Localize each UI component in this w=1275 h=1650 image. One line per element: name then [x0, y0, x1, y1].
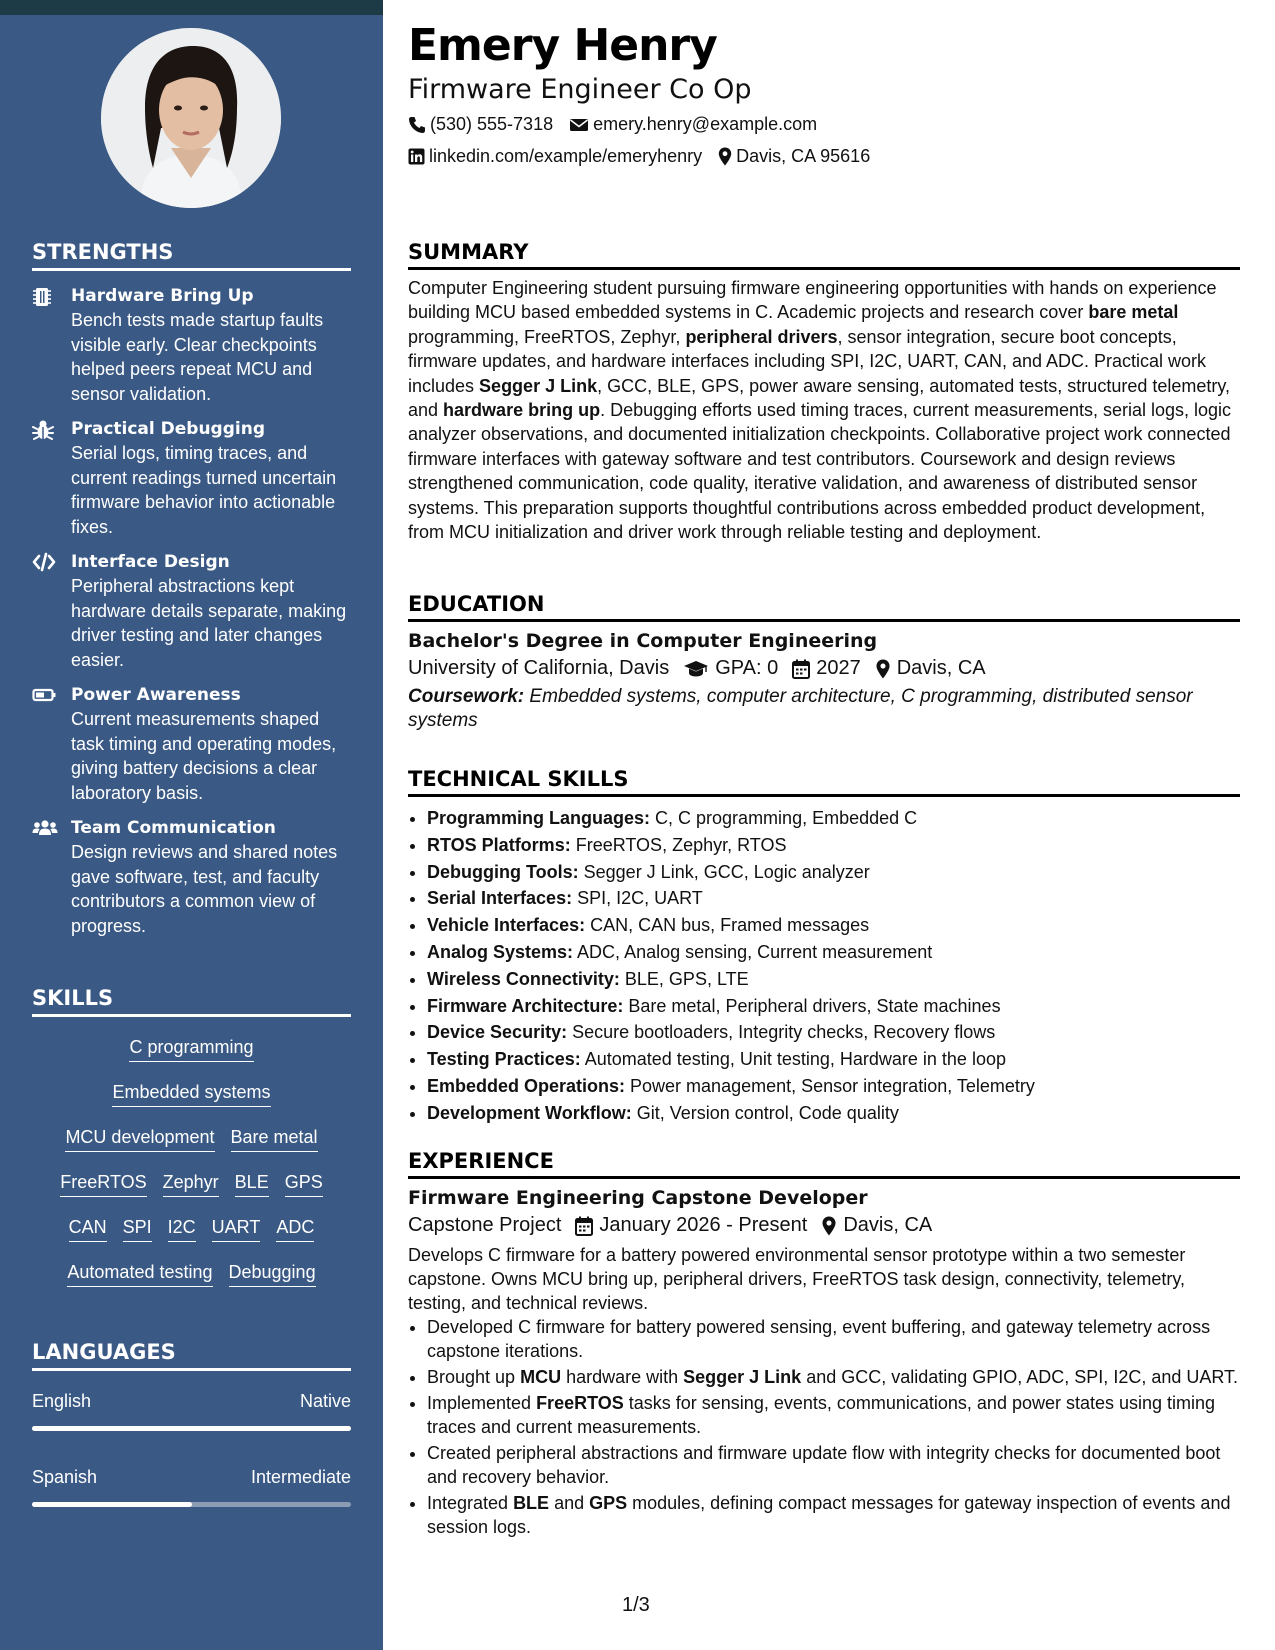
skill-tag: Automated testing [67, 1260, 212, 1287]
skill-values: ADC, Analog sensing, Current measurement [573, 941, 933, 962]
skill-values: SPI, I2C, UART [572, 888, 703, 909]
contact-line [408, 146, 886, 167]
sidebar [0, 0, 383, 1650]
languages-section [32, 1340, 351, 1507]
coursework-list: Embedded systems, computer architecture, C programming, distributed sensor systems [408, 686, 1193, 731]
text-run: Created peripheral abstractions and firmware update flow with integrity checks for documented boot and recovery behavior. [427, 1443, 1221, 1487]
coursework-label: Coursework: [408, 686, 525, 707]
summary-heading: SUMMARY [408, 240, 1240, 270]
skill-category: Development Workflow: [427, 1102, 632, 1123]
strength-description: Peripheral abstractions kept hardware details separate, making driver testing and later changes easier. [71, 576, 347, 670]
contact-line [408, 114, 833, 135]
map-pin-icon [875, 659, 891, 679]
summary-text [408, 276, 1240, 544]
location-text: Davis, CA 95616 [736, 146, 871, 166]
email-address: emery.henry@example.com [593, 114, 818, 134]
skill-tag: FreeRTOS [60, 1170, 146, 1197]
experience-org: Capstone Project [408, 1214, 562, 1236]
bold-text: Segger J Link [683, 1367, 802, 1387]
skill-tag: UART [212, 1215, 261, 1242]
language-name: Spanish [32, 1467, 98, 1487]
skill-values: Power management, Sensor integration, Telemetry [625, 1075, 1035, 1096]
experience-bullet [427, 1441, 1240, 1489]
technical-skills-list [408, 805, 1240, 1127]
experience-description: Develops C firmware for a battery powered environmental sensor prototype within a two semester capstone. Owns MCU bring up, peripheral drivers, FreeRTOS task design, connectivity, telemetry, testing, and technical reviews. [408, 1245, 1186, 1313]
skill-category: Firmware Architecture: [427, 995, 624, 1016]
language-proficiency-fill [32, 1426, 351, 1431]
degree-title: Bachelor's Degree in Computer Engineering [408, 630, 878, 652]
skill-values: BLE, GPS, LTE [619, 968, 749, 989]
experience-heading: EXPERIENCE [408, 1149, 1240, 1179]
technical-skill-item [427, 1100, 1240, 1127]
strength-item [32, 816, 351, 938]
experience-bullet [427, 1391, 1240, 1439]
memory-chip-icon [32, 286, 56, 308]
language-proficiency-fill [32, 1502, 192, 1507]
calendar-icon [575, 1216, 593, 1236]
skill-category: Programming Languages: [427, 808, 651, 828]
experience-bullet [427, 1491, 1240, 1539]
skill-values: Segger J Link, GCC, Logic analyzer [578, 861, 870, 882]
skill-tag: Embedded systems [112, 1080, 270, 1107]
graduation-year: 2027 [816, 657, 861, 679]
email-contact [569, 114, 817, 135]
skill-values: Automated testing, Unit testing, Hardware in the loop [580, 1049, 1006, 1070]
linkedin-url: linkedin.com/example/emeryhenry [429, 146, 703, 166]
education-section [408, 592, 1240, 733]
skill-category: RTOS Platforms: [427, 834, 571, 855]
technical-skill-item [427, 1046, 1240, 1073]
language-proficiency-bar [32, 1426, 351, 1431]
skill-tag: Bare metal [231, 1125, 318, 1152]
education-meta [408, 657, 1240, 680]
strength-description: Current measurements shaped task timing and operating modes, giving battery decisions a clear laboratory basis. [71, 709, 337, 803]
skill-tag: Debugging [229, 1260, 316, 1287]
technical-skills-section [408, 767, 1240, 1127]
skill-tag: ADC [276, 1215, 314, 1242]
text-run: , sensor integration, secure boot concepts, firmware updates, and hardware interfaces including SPI, I2C, UART, CAN, and ADC. Practical work includes [408, 326, 1207, 396]
language-name: English [32, 1391, 92, 1411]
page-number: 1/3 [622, 1594, 650, 1616]
strength-item [32, 683, 351, 805]
sidebar-top-bar [0, 0, 383, 15]
skill-tag: CAN [69, 1215, 107, 1242]
skill-tag: MCU development [65, 1125, 214, 1152]
skill-values: FreeRTOS, Zephyr, RTOS [570, 834, 787, 855]
text-run: Developed C firmware for battery powered sensing, event buffering, and gateway telemetry across capstone iterations. [427, 1317, 1211, 1361]
job-title: Firmware Engineer Co Op [408, 74, 752, 105]
technical-skill-item [427, 993, 1240, 1020]
profile-photo [101, 28, 281, 208]
skill-values: CAN, CAN bus, Framed messages [585, 915, 870, 936]
bug-icon [32, 419, 56, 441]
language-level: Intermediate [250, 1467, 351, 1487]
strength-title: Hardware Bring Up [71, 286, 254, 306]
text-run: Computer Engineering student pursuing firmware engineering opportunities with hands on experience building MCU based embedded systems in C. Academic projects and research cover [408, 278, 1217, 323]
strength-item [32, 417, 351, 539]
experience-dates: January 2026 - Present [599, 1214, 808, 1236]
language-level: Native [299, 1391, 351, 1411]
language-item [32, 1467, 351, 1507]
experience-bullet [427, 1365, 1240, 1389]
skill-category: Testing Practices: [427, 1049, 581, 1070]
technical-skill-item [427, 1073, 1240, 1100]
technical-skill-item [427, 939, 1240, 966]
users-icon [32, 818, 56, 840]
text-run: Implemented [427, 1393, 537, 1413]
envelope-icon [569, 117, 589, 133]
languages-heading: LANGUAGES [32, 1340, 351, 1371]
skill-tag: BLE [235, 1170, 269, 1197]
map-pin-icon [821, 1216, 837, 1236]
text-run: and [549, 1493, 590, 1513]
text-run: Brought up [427, 1367, 521, 1387]
skill-values: C, C programming, Embedded C [650, 808, 918, 828]
experience-meta [408, 1214, 1240, 1237]
technical-skill-item [427, 966, 1240, 993]
skills-heading: SKILLS [32, 986, 351, 1017]
bold-text: peripheral drivers [685, 326, 838, 347]
language-item [32, 1391, 351, 1431]
technical-skill-item [427, 859, 1240, 886]
skill-category: Embedded Operations: [427, 1075, 626, 1096]
text-run: , GCC, BLE, GPS, power aware sensing, automated tests, structured telemetry, and [408, 375, 1231, 421]
strength-item [32, 550, 351, 672]
strength-title: Practical Debugging [71, 419, 265, 439]
experience-bullet [427, 1315, 1240, 1363]
phone-contact [408, 114, 553, 135]
technical-skills-heading: TECHNICAL SKILLS [408, 767, 1240, 797]
school-name: University of California, Davis [408, 657, 670, 679]
battery-icon [32, 685, 56, 707]
skill-tag: Zephyr [163, 1170, 219, 1197]
skill-category: Device Security: [427, 1022, 568, 1043]
bold-text: Segger J Link [479, 375, 598, 396]
map-pin-icon [718, 147, 732, 166]
skill-category: Serial Interfaces: [427, 888, 573, 909]
bold-text: FreeRTOS [536, 1393, 624, 1413]
strengths-heading: STRENGTHS [32, 240, 351, 271]
skills-section [32, 986, 351, 1305]
text-run: and GCC, validating GPIO, ADC, SPI, I2C, and UART. [801, 1367, 1239, 1387]
graduation-cap-icon [683, 660, 709, 678]
skill-tag: C programming [129, 1035, 253, 1062]
text-run: modules, defining compact messages for gateway inspection of events and session logs. [427, 1493, 1231, 1537]
education-heading: EDUCATION [408, 592, 1240, 622]
technical-skill-item [427, 885, 1240, 912]
technical-skill-item [427, 805, 1240, 832]
phone-icon [408, 116, 426, 134]
phone-number: (530) 555-7318 [430, 114, 554, 134]
candidate-name: Emery Henry [408, 20, 717, 71]
technical-skill-item [427, 832, 1240, 859]
strength-title: Team Communication [71, 818, 276, 838]
strength-title: Power Awareness [71, 685, 241, 705]
bold-text: bare metal [1088, 302, 1179, 323]
experience-location: Davis, CA [843, 1214, 933, 1236]
strength-item [32, 284, 351, 406]
bold-text: BLE [513, 1493, 550, 1513]
skill-tag: GPS [285, 1170, 323, 1197]
text-run: programming, FreeRTOS, Zephyr, [408, 326, 686, 347]
strength-description: Design reviews and shared notes gave software, test, and faculty contributors a common view of progress. [71, 842, 338, 936]
linkedin-icon [408, 148, 425, 165]
bold-text: hardware bring up [443, 400, 601, 421]
skills-tags [32, 1035, 351, 1305]
bold-text: GPS [589, 1493, 628, 1513]
skill-values: Git, Version control, Code quality [631, 1102, 899, 1123]
location-contact [718, 146, 870, 167]
strength-description: Bench tests made startup faults visible early. Clear checkpoints helped peers repeat MCU and sensor validation. [71, 310, 324, 404]
skill-tag: SPI [123, 1215, 152, 1242]
skill-category: Vehicle Interfaces: [427, 915, 586, 936]
skill-category: Analog Systems: [427, 941, 574, 962]
technical-skill-item [427, 912, 1240, 939]
experience-job-title: Firmware Engineering Capstone Developer [408, 1187, 868, 1209]
skill-tag: I2C [168, 1215, 196, 1242]
skill-values: Bare metal, Peripheral drivers, State machines [623, 995, 1001, 1016]
language-proficiency-bar [32, 1502, 351, 1507]
bold-text: MCU [520, 1367, 562, 1387]
experience-bullets [408, 1315, 1240, 1539]
skill-values: Secure bootloaders, Integrity checks, Recovery flows [567, 1022, 996, 1043]
gpa: GPA: 0 [715, 657, 779, 679]
text-run: tasks for sensing, events, communications, and power states using timing traces and current measurements. [427, 1393, 1216, 1437]
linkedin-contact [408, 146, 702, 167]
coursework [408, 685, 1240, 733]
text-run: Integrated [427, 1493, 514, 1513]
skill-category: Debugging Tools: [427, 861, 579, 882]
text-run: . Debugging efforts used timing traces, current measurements, serial logs, logic analyzer observations, and documented initialization checkpoints. Collaborative project work connected firmware interfaces with gateway software and test contributors. Coursework and design reviews strengthened communication, code quality, iterative validation, and awareness of distributed sensor systems. This preparation supports thoughtful contributions across embedded product development, from MCU initialization and driver work through reliable testing and deployment. [408, 400, 1232, 543]
calendar-icon [792, 659, 810, 679]
strength-title: Interface Design [71, 552, 230, 572]
text-run: hardware with [561, 1367, 684, 1387]
skill-category: Wireless Connectivity: [427, 968, 620, 989]
strength-description: Serial logs, timing traces, and current readings turned uncertain firmware behavior into actionable fixes. [71, 443, 337, 537]
code-icon [32, 552, 56, 574]
summary-section [408, 240, 1240, 544]
technical-skill-item [427, 1019, 1240, 1046]
strengths-section [32, 240, 351, 938]
experience-section [408, 1149, 1240, 1541]
education-location: Davis, CA [896, 657, 986, 679]
